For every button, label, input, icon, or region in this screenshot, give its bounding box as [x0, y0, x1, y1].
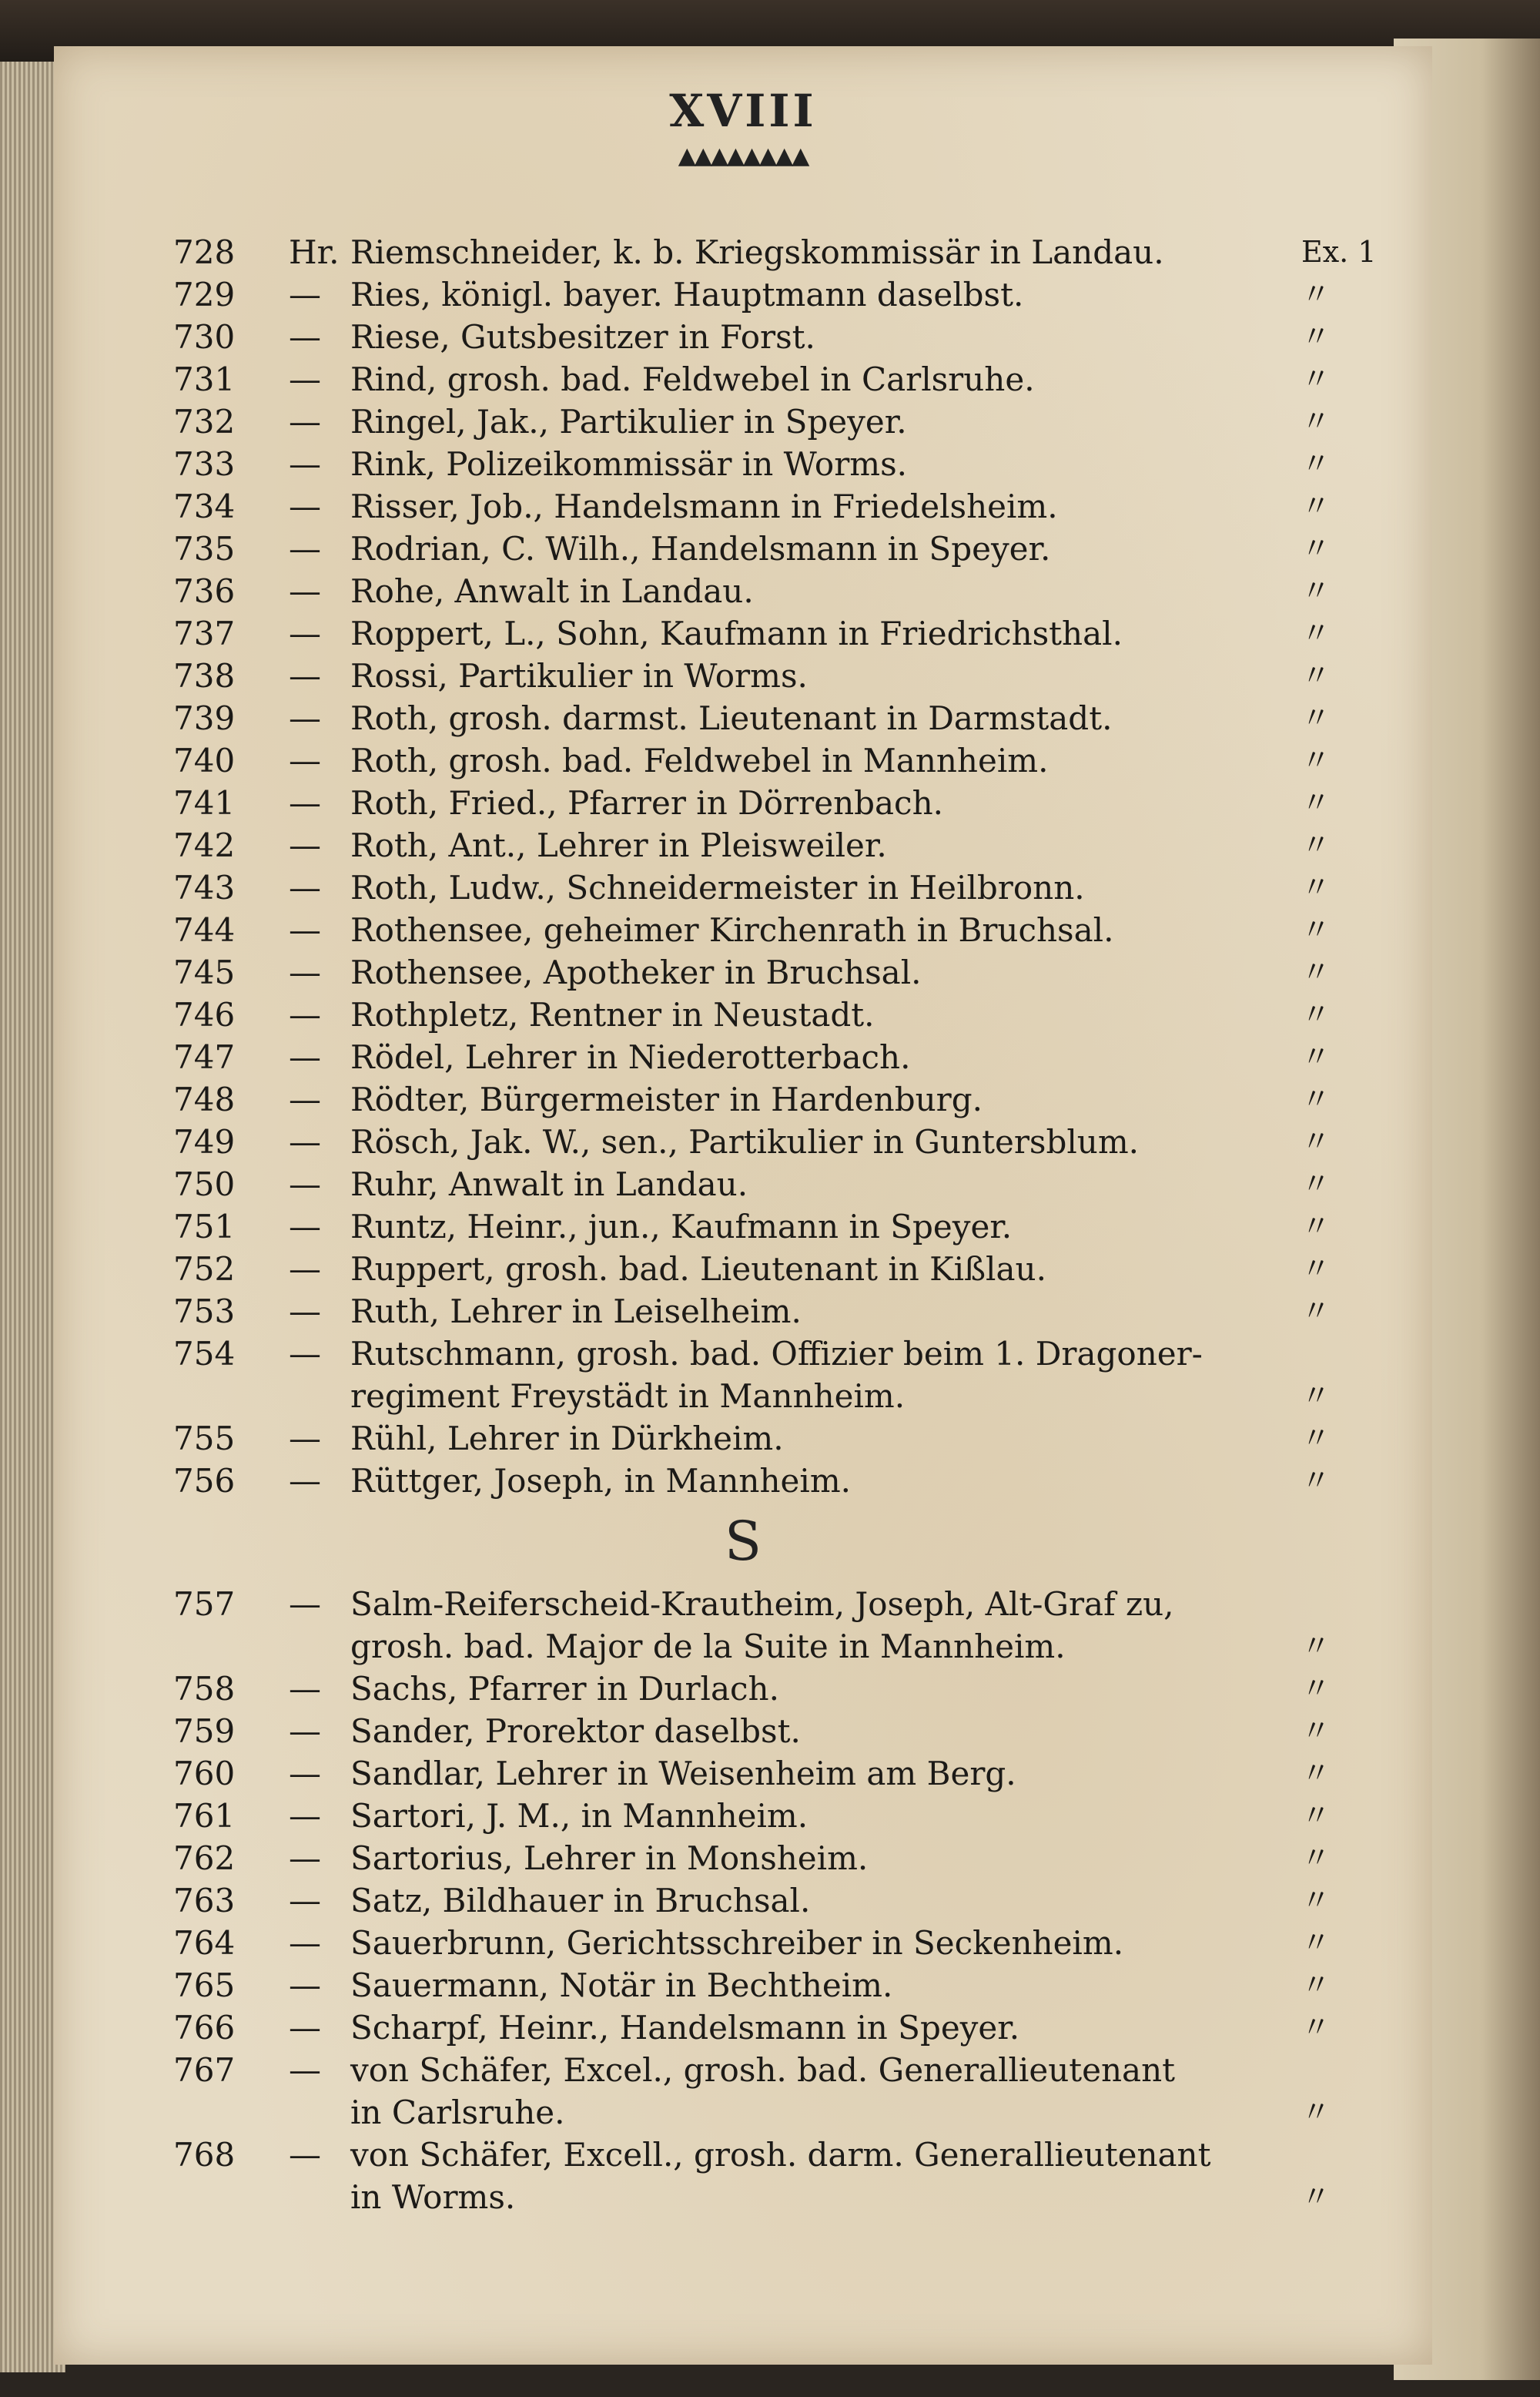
- entry-text: Runtz, Heinr., jun., Kaufmann in Speyer.: [350, 1208, 1013, 1245]
- entry-prefix: —: [289, 615, 321, 652]
- entry-prefix: —: [289, 826, 321, 864]
- entry-number: 765: [173, 1966, 236, 2004]
- entry-prefix: —: [289, 2009, 321, 2047]
- entry-number: 755: [173, 1420, 236, 1457]
- entry-number: 767: [173, 2051, 236, 2089]
- entry-prefix: —: [289, 699, 321, 737]
- entry-prefix: —: [289, 1462, 321, 1500]
- entry-prefix: —: [289, 488, 321, 525]
- entry-number: 761: [173, 1797, 236, 1835]
- entry-prefix: —: [289, 318, 321, 356]
- entry-prefix: —: [289, 2051, 321, 2089]
- entry-prefix: —: [289, 1839, 321, 1877]
- entry-text: Rossi, Partikulier in Worms.: [350, 657, 808, 695]
- copies-mark: 〃: [1301, 1421, 1331, 1455]
- entry-number: 766: [173, 2009, 236, 2047]
- entry-text: Ringel, Jak., Partikulier in Speyer.: [350, 403, 907, 441]
- ornament-rule: ▲▲▲▲▲▲▲▲: [678, 142, 808, 169]
- copies-mark: 〃: [1301, 1167, 1331, 1201]
- copies-mark: 〃: [1301, 1714, 1331, 1748]
- copies-mark: 〃: [1301, 447, 1331, 481]
- entry-text: Rink, Polizeikommissär in Worms.: [350, 445, 908, 483]
- entry-number: 733: [173, 445, 236, 483]
- entry-prefix: —: [289, 1335, 321, 1373]
- entry-prefix: —: [289, 996, 321, 1034]
- entry-text: Ries, königl. bayer. Hauptmann daselbst.: [350, 276, 1024, 313]
- book-page: [54, 46, 1432, 2365]
- entry-text: Sauermann, Notär in Bechtheim.: [350, 1966, 893, 2004]
- copies-mark: 〃: [1301, 2180, 1331, 2214]
- copies-mark: 〃: [1301, 1799, 1331, 1832]
- copies-mark: 〃: [1301, 1252, 1331, 1286]
- copies-mark: 〃: [1301, 531, 1331, 565]
- entry-number: 762: [173, 1839, 236, 1877]
- entry-number: 750: [173, 1165, 236, 1203]
- copies-mark: 〃: [1301, 1671, 1331, 1705]
- entry-number: 768: [173, 2136, 236, 2174]
- entry-text: Rüttger, Joseph, in Mannheim.: [350, 1462, 851, 1500]
- entry-text: Riese, Gutsbesitzer in Forst.: [350, 318, 815, 356]
- entry-text: Rödter, Bürgermeister in Hardenburg.: [350, 1081, 983, 1118]
- entry-number: 740: [173, 742, 236, 779]
- entry-prefix: —: [289, 911, 321, 949]
- entry-number: 748: [173, 1081, 236, 1118]
- entry-number: 760: [173, 1755, 236, 1792]
- entry-prefix: —: [289, 1924, 321, 1962]
- entry-number: 737: [173, 615, 236, 652]
- copies-mark: 〃: [1301, 616, 1331, 650]
- copies-mark: 〃: [1301, 320, 1331, 354]
- copies-mark: 〃: [1301, 1841, 1331, 1875]
- section-letter: S: [725, 1510, 762, 1573]
- entry-text: Roth, grosh. darmst. Lieutenant in Darmstadt.: [350, 699, 1113, 737]
- copies-mark: 〃: [1301, 870, 1331, 904]
- entry-number: 747: [173, 1038, 236, 1076]
- entry-number: 735: [173, 530, 236, 568]
- copies-mark: 〃: [1301, 997, 1331, 1031]
- entry-number: 729: [173, 276, 236, 313]
- entry-text: Sartorius, Lehrer in Monsheim.: [350, 1839, 869, 1877]
- entry-text: Rohe, Anwalt in Landau.: [350, 572, 754, 610]
- copies-mark: 〃: [1301, 1294, 1331, 1328]
- entry-prefix: —: [289, 1038, 321, 1076]
- entry-prefix: —: [289, 1208, 321, 1245]
- entry-prefix: —: [289, 869, 321, 907]
- entry-text: von Schäfer, Excell., grosh. darm. Generallieutenant: [350, 2136, 1211, 2174]
- entry-text: Rödel, Lehrer in Niederotterbach.: [350, 1038, 911, 1076]
- copies-mark: 〃: [1301, 1209, 1331, 1243]
- entry-number: 764: [173, 1924, 236, 1962]
- copies-mark: 〃: [1301, 1082, 1331, 1116]
- copies-mark: 〃: [1301, 362, 1331, 396]
- entry-number: 759: [173, 1712, 236, 1750]
- entry-number: 728: [173, 233, 236, 271]
- entry-text: Sander, Prorektor daselbst.: [350, 1712, 801, 1750]
- entry-text: Riemschneider, k. b. Kriegskommissär in Landau.: [350, 233, 1164, 271]
- copies-mark: 〃: [1301, 659, 1331, 692]
- entry-prefix: —: [289, 530, 321, 568]
- page-number-heading: XVIII: [669, 85, 817, 137]
- entry-number: 741: [173, 784, 236, 822]
- entry-text: Rösch, Jak. W., sen., Partikulier in Guntersblum.: [350, 1123, 1139, 1161]
- entry-prefix: —: [289, 1081, 321, 1118]
- entry-number: 743: [173, 869, 236, 907]
- entry-number: 751: [173, 1208, 236, 1245]
- entry-text: Scharpf, Heinr., Handelsmann in Speyer.: [350, 2009, 1020, 2047]
- entry-prefix: —: [289, 1292, 321, 1330]
- entry-text: Roth, grosh. bad. Feldwebel in Mannheim.: [350, 742, 1049, 779]
- entry-prefix: —: [289, 954, 321, 991]
- entry-number: 739: [173, 699, 236, 737]
- entry-prefix: —: [289, 1585, 321, 1623]
- entry-text: in Worms.: [350, 2178, 516, 2216]
- copies-mark: 〃: [1301, 277, 1331, 311]
- entry-text: Roppert, L., Sohn, Kaufmann in Friedrichsthal.: [350, 615, 1123, 652]
- copies-mark: 〃: [1301, 1756, 1331, 1790]
- entry-text: Ruhr, Anwalt in Landau.: [350, 1165, 748, 1203]
- copies-mark: 〃: [1301, 2095, 1331, 2129]
- entry-prefix: —: [289, 1882, 321, 1919]
- entry-number: 744: [173, 911, 236, 949]
- entry-text: Rind, grosh. bad. Feldwebel in Carlsruhe.: [350, 360, 1035, 398]
- entry-number: 756: [173, 1462, 236, 1500]
- entry-prefix: —: [289, 1123, 321, 1161]
- copies-mark: 〃: [1301, 2010, 1331, 2044]
- copies-mark: 〃: [1301, 1968, 1331, 2002]
- entry-prefix: —: [289, 1712, 321, 1750]
- entry-text: regiment Freystädt in Mannheim.: [350, 1377, 906, 1415]
- entry-number: 758: [173, 1670, 236, 1708]
- entry-number: 746: [173, 996, 236, 1034]
- copies-mark: 〃: [1301, 1379, 1331, 1413]
- copies-mark: 〃: [1301, 1629, 1331, 1663]
- entry-number: 749: [173, 1123, 236, 1161]
- entry-number: 763: [173, 1882, 236, 1919]
- entry-text: Salm-Reiferscheid-Krautheim, Joseph, Alt-Graf zu,: [350, 1585, 1174, 1623]
- copies-mark: 〃: [1301, 743, 1331, 777]
- entry-text: Sauerbrunn, Gerichtsschreiber in Seckenheim.: [350, 1924, 1124, 1962]
- entry-number: 745: [173, 954, 236, 991]
- copies-mark: 〃: [1301, 1040, 1331, 1074]
- entry-prefix: —: [289, 1966, 321, 2004]
- entry-text: Sachs, Pfarrer in Durlach.: [350, 1670, 779, 1708]
- copies-mark: 〃: [1301, 1926, 1331, 1960]
- copies-mark: 〃: [1301, 1125, 1331, 1158]
- entry-number: 732: [173, 403, 236, 441]
- entry-prefix: —: [289, 572, 321, 610]
- copies-mark: Ex. 1: [1301, 235, 1377, 269]
- entry-number: 742: [173, 826, 236, 864]
- entry-prefix: —: [289, 403, 321, 441]
- entry-prefix: —: [289, 1420, 321, 1457]
- entry-text: von Schäfer, Excel., grosh. bad. Generallieutenant: [350, 2051, 1176, 2089]
- entry-text: in Carlsruhe.: [350, 2094, 565, 2131]
- entry-prefix: Hr.: [289, 233, 340, 271]
- entry-text: grosh. bad. Major de la Suite in Mannheim.: [350, 1628, 1066, 1665]
- entry-text: Roth, Fried., Pfarrer in Dörrenbach.: [350, 784, 943, 822]
- entry-text: Rothensee, geheimer Kirchenrath in Bruchsal.: [350, 911, 1114, 949]
- copies-mark: 〃: [1301, 701, 1331, 735]
- entry-prefix: —: [289, 1797, 321, 1835]
- entry-prefix: —: [289, 276, 321, 313]
- copies-mark: 〃: [1301, 489, 1331, 523]
- entry-number: 730: [173, 318, 236, 356]
- entry-text: Sandlar, Lehrer in Weisenheim am Berg.: [350, 1755, 1016, 1792]
- entry-number: 731: [173, 360, 236, 398]
- entry-number: 753: [173, 1292, 236, 1330]
- copies-mark: 〃: [1301, 404, 1331, 438]
- copies-mark: 〃: [1301, 574, 1331, 608]
- entry-prefix: —: [289, 742, 321, 779]
- copies-mark: 〃: [1301, 1463, 1331, 1497]
- copies-mark: 〃: [1301, 1883, 1331, 1917]
- entry-number: 754: [173, 1335, 236, 1373]
- copies-mark: 〃: [1301, 786, 1331, 820]
- entry-prefix: —: [289, 360, 321, 398]
- entry-number: 738: [173, 657, 236, 695]
- entry-number: 757: [173, 1585, 236, 1623]
- copies-mark: 〃: [1301, 913, 1331, 947]
- entry-text: Rothensee, Apotheker in Bruchsal.: [350, 954, 922, 991]
- entry-text: Rodrian, C. Wilh., Handelsmann in Speyer.: [350, 530, 1051, 568]
- entry-number: 734: [173, 488, 236, 525]
- entry-prefix: —: [289, 445, 321, 483]
- entry-text: Ruth, Lehrer in Leiselheim.: [350, 1292, 802, 1330]
- entry-prefix: —: [289, 657, 321, 695]
- entry-text: Sartori, J. M., in Mannheim.: [350, 1797, 808, 1835]
- entry-text: Risser, Job., Handelsmann in Friedelsheim.: [350, 488, 1058, 525]
- entry-text: Satz, Bildhauer in Bruchsal.: [350, 1882, 811, 1919]
- entry-prefix: —: [289, 2136, 321, 2174]
- entry-prefix: —: [289, 1755, 321, 1792]
- entry-text: Rothpletz, Rentner in Neustadt.: [350, 996, 875, 1034]
- entry-number: 752: [173, 1250, 236, 1288]
- entry-prefix: —: [289, 784, 321, 822]
- entry-prefix: —: [289, 1165, 321, 1203]
- entry-prefix: —: [289, 1250, 321, 1288]
- entry-text: Rühl, Lehrer in Dürkheim.: [350, 1420, 784, 1457]
- entry-prefix: —: [289, 1670, 321, 1708]
- entry-text: Roth, Ludw., Schneidermeister in Heilbronn.: [350, 869, 1085, 907]
- entry-number: 736: [173, 572, 236, 610]
- entry-text: Roth, Ant., Lehrer in Pleisweiler.: [350, 826, 887, 864]
- entry-text: Rutschmann, grosh. bad. Offizier beim 1. Dragoner-: [350, 1335, 1203, 1373]
- copies-mark: 〃: [1301, 955, 1331, 989]
- entry-text: Ruppert, grosh. bad. Lieutenant in Kißlau.: [350, 1250, 1046, 1288]
- copies-mark: 〃: [1301, 828, 1331, 862]
